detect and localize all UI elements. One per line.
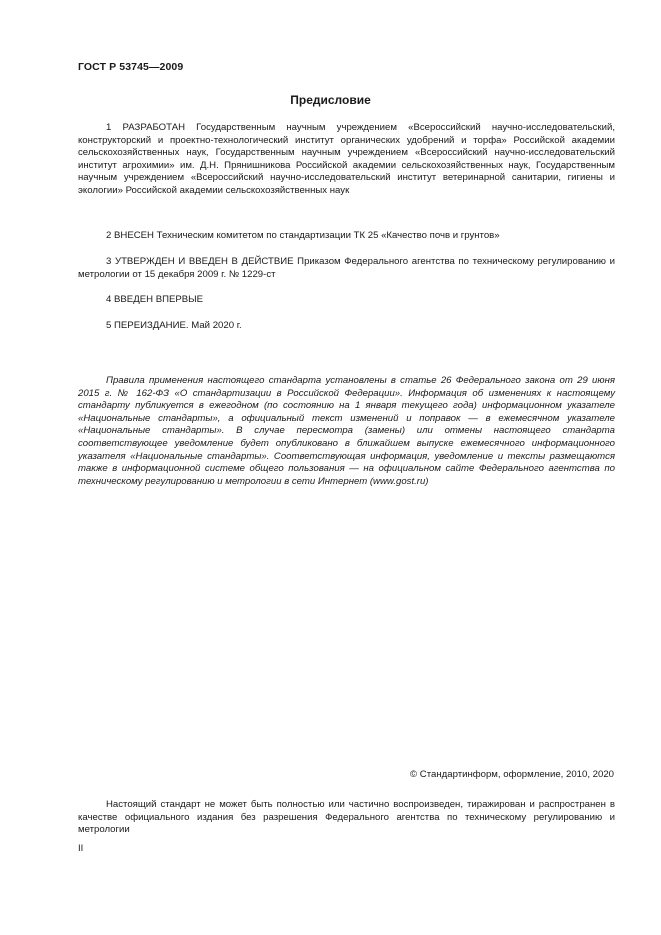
preface-item-developed: 1 РАЗРАБОТАН Государственным научным учреждением «Всероссийский научно-исследовательский, конструкторский и проектно-технологический институт органических удобрений и торфа» Российской академии сельскохозяйственных наук, Государственным научным учреждением «Всероссийский научно-исследовательский институт агрохимии» им. Д.Н. Прянишникова Российской академии сельскохозяйственных наук, Государственным научным учреждением «Всероссийский научно-исследовательский институт ветеринарной санитарии, гигиены и экологии» Российской академии сельскохозяйственных наук xyxy=(78,122,615,196)
reproduction-restriction: Настоящий стандарт не может быть полностью или частично воспроизведен, тиражирован и распространен в качестве официального издания без разрешения Федерального агентства по техническому регулированию и метрологии xyxy=(78,799,615,836)
standard-number: ГОСТ Р 53745—2009 xyxy=(78,61,184,73)
application-rules-notice: Правила применения настоящего стандарта установлены в статье 26 Федерального закона от 29 июня 2015 г. № 162-ФЗ «О стандартизации в Российской Федерации». Информация об изменениях к настоящему стандарту публикуется в ежегодном (по состоянию на 1 января текущего года) информационном указателе «Национальные стандарты», а официальный текст изменений и поправок — в ежемесячном указателе «Национальные стандарты». В случае пересмотра (замены) или отмены настоящего стандарта соответствующее уведомление будет опубликовано в ближайшем выпуске ежемесячного информационного указателя «Национальные стандарты». Соответствующая информация, уведомление и тексты размещаются также в информационной системе общего пользования — на официальном сайте Федерального агентства по техническому регулированию и метрологии в сети Интернет (www.gost.ru) xyxy=(78,375,615,487)
preface-item-approved: 3 УТВЕРЖДЕН И ВВЕДЕН В ДЕЙСТВИЕ Приказом Федерального агентства по техническому регулированию и метрологии от 15 декабря 2009 г. № 1229-ст xyxy=(78,256,615,280)
copyright-notice: © Стандартинформ, оформление, 2010, 2020 xyxy=(410,769,614,780)
preface-item-first-introduced: 4 ВВЕДЕН ВПЕРВЫЕ xyxy=(106,294,204,305)
preface-item-reissue: 5 ПЕРЕИЗДАНИЕ. Май 2020 г. xyxy=(106,320,242,331)
page-number: II xyxy=(78,843,84,854)
preface-title: Предисловие xyxy=(290,93,371,107)
preface-item-introduced-by: 2 ВНЕСЕН Техническим комитетом по стандартизации ТК 25 «Качество почв и грунтов» xyxy=(106,230,500,241)
